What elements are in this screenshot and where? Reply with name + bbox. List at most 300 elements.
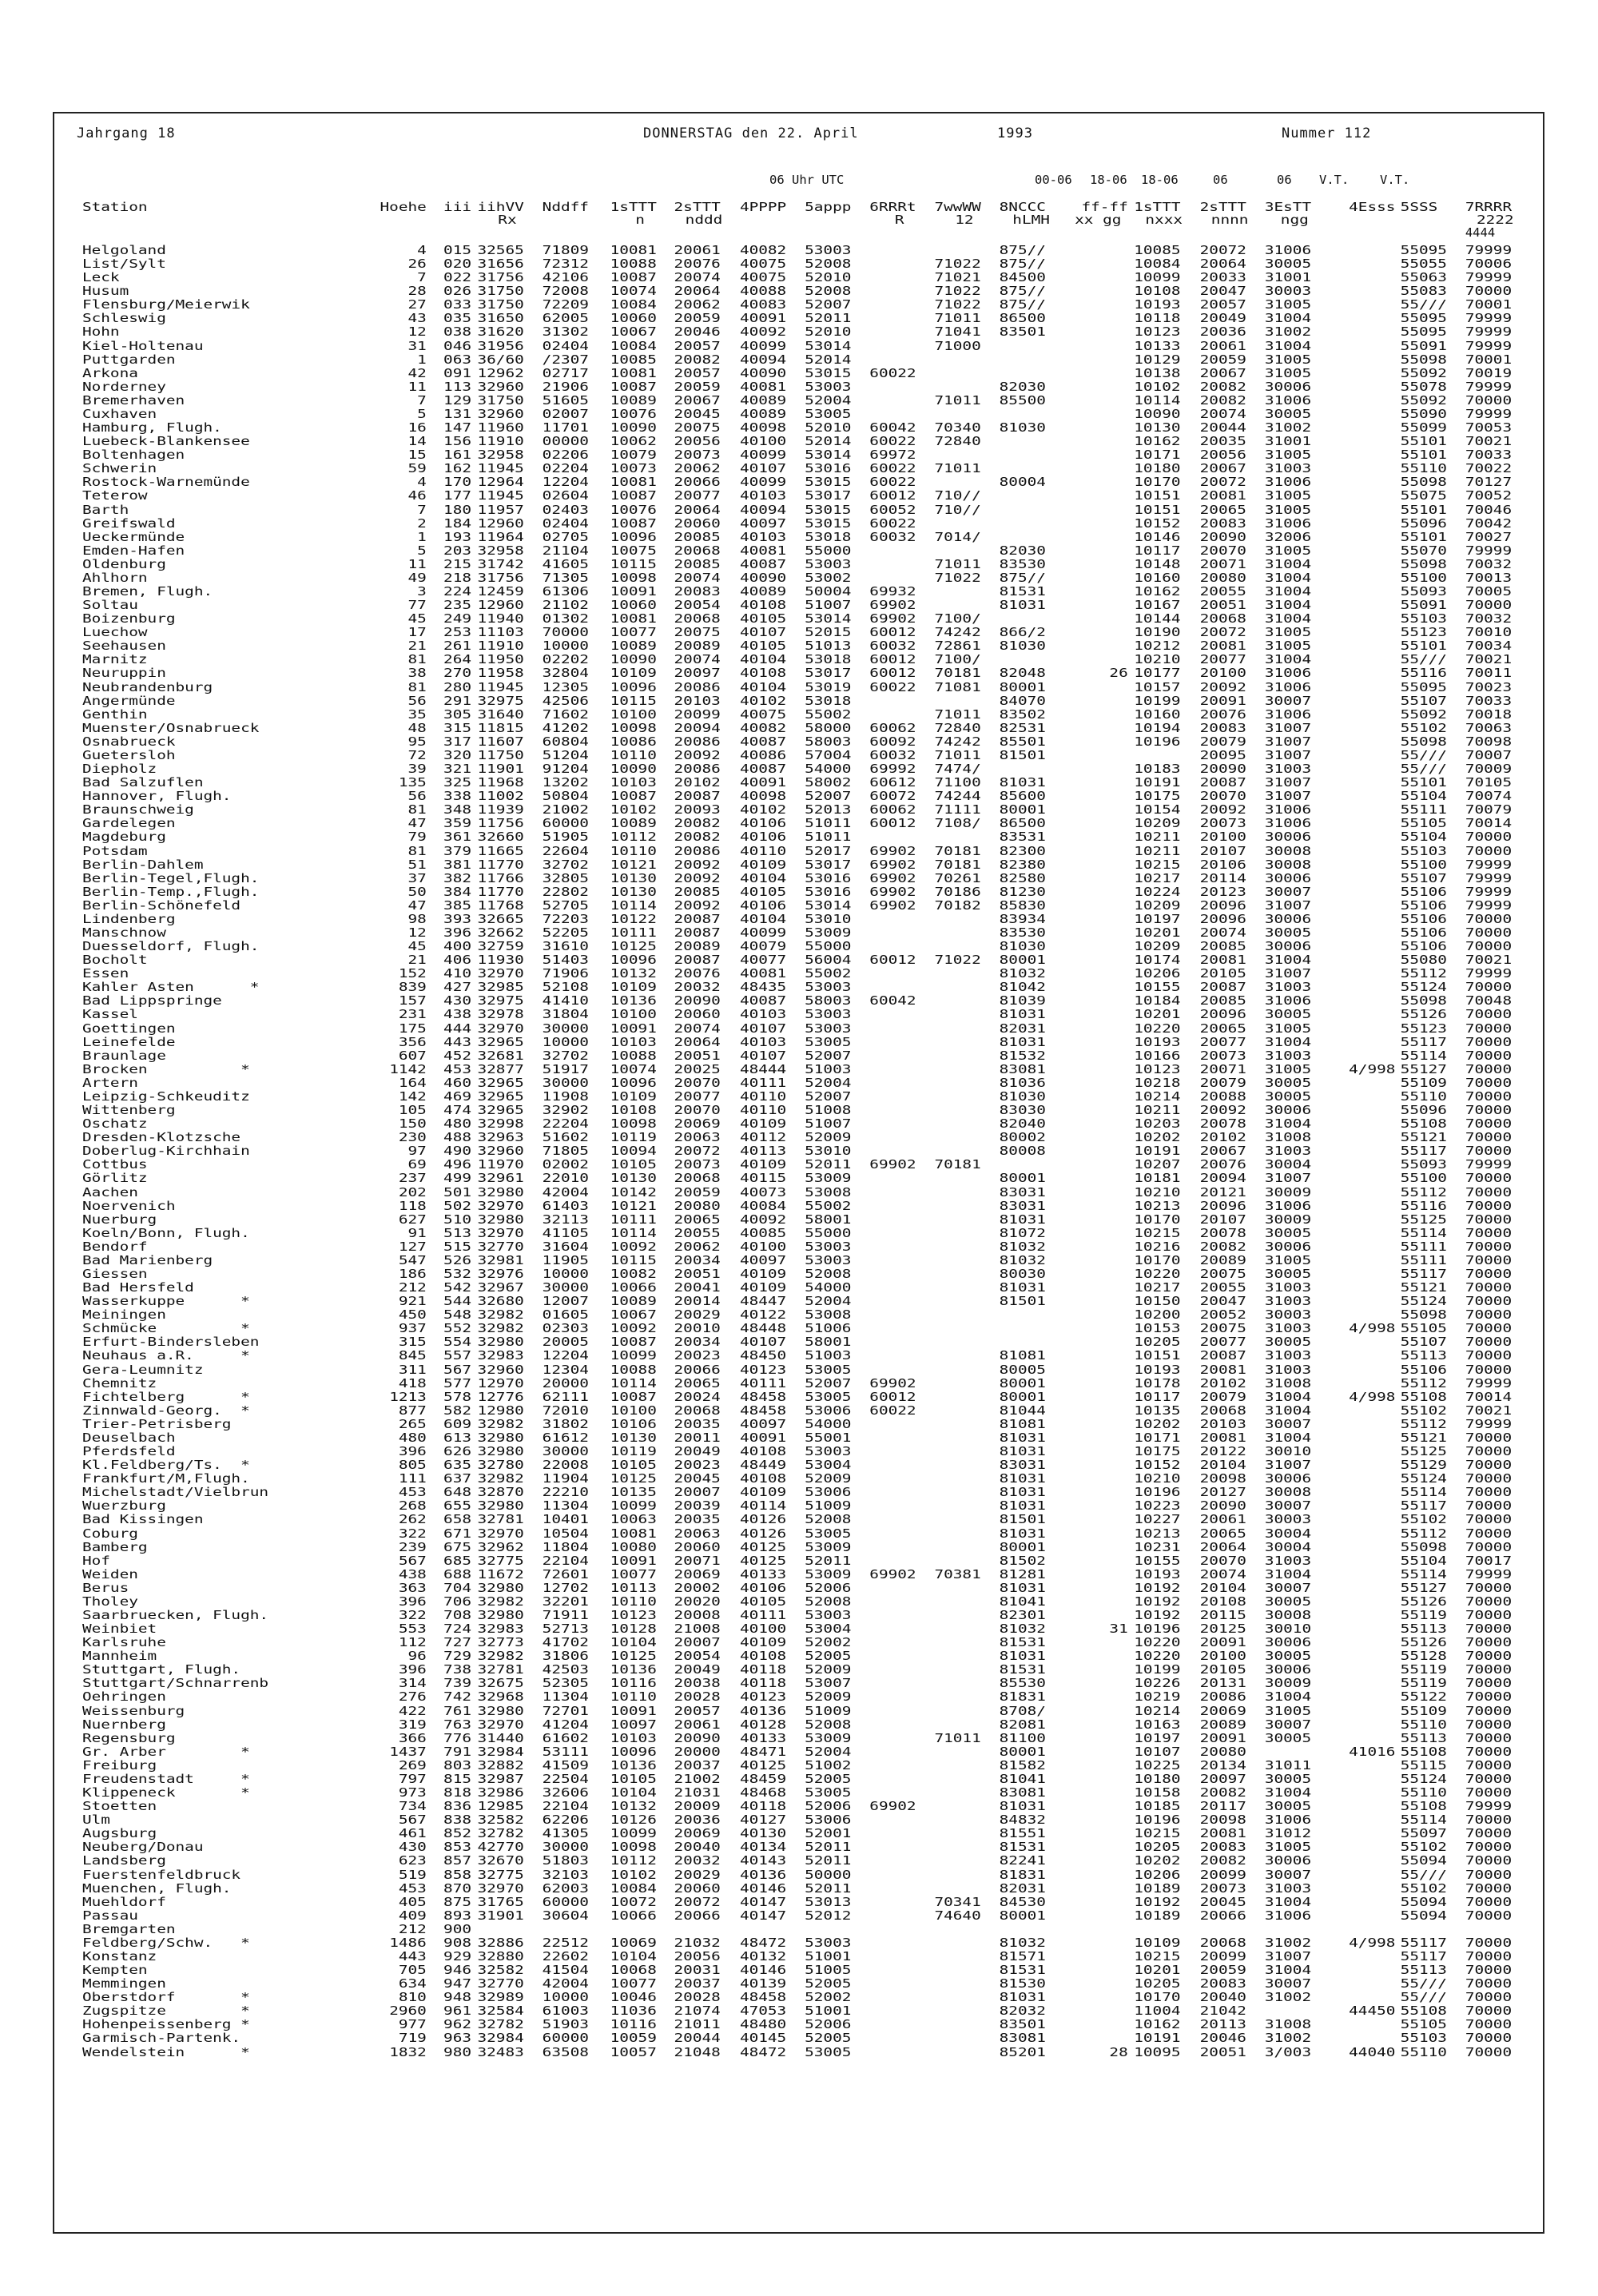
table-cell: 366	[398, 1730, 427, 1745]
table-cell: 20085	[674, 529, 721, 544]
table-cell: 32976	[477, 1267, 524, 1281]
table-cell: 52009	[805, 1471, 852, 1486]
table-cell: 20096	[1199, 911, 1246, 926]
table-cell: 193	[443, 529, 472, 544]
table-cell: 30005	[1264, 1225, 1312, 1240]
table-cell: 12970	[477, 1375, 524, 1391]
table-cell: 10095	[1134, 2044, 1181, 2059]
table-cell: 53014	[805, 338, 852, 353]
table-cell: 10104	[610, 1635, 657, 1650]
table-cell: 20014	[674, 1294, 721, 1309]
table-cell: 40109	[739, 1280, 787, 1295]
table-cell: 11804	[542, 1539, 589, 1554]
table-cell: 320	[443, 747, 472, 762]
table-cell: 60012	[869, 953, 916, 968]
station-name: Noervenich	[81, 1198, 176, 1213]
station-name: Meiningen	[81, 1307, 166, 1323]
table-cell: 81072	[999, 1225, 1046, 1240]
table-cell: 70000	[1465, 1689, 1513, 1705]
table-cell: 32775	[477, 1867, 524, 1882]
table-cell: 11945	[477, 488, 524, 503]
table-cell: 70000	[1465, 1321, 1513, 1336]
table-cell: 32961	[477, 1171, 524, 1186]
table-cell: 20097	[1199, 1771, 1246, 1786]
table-cell: 31002	[1264, 1990, 1312, 2005]
table-cell: 71021	[934, 270, 981, 285]
table-cell: 852	[443, 1826, 472, 1841]
table-cell: 10089	[610, 1294, 657, 1309]
table-cell: 55106	[1400, 1362, 1447, 1377]
table-cell: 55098	[1400, 1539, 1447, 1554]
table-cell: 20020	[674, 1594, 721, 1609]
table-cell: 32113	[542, 1212, 589, 1227]
table-cell: 10177	[1134, 666, 1181, 681]
table-cell: 1142	[389, 1061, 427, 1076]
table-cell: 400	[443, 939, 472, 954]
table-cell: 973	[398, 1785, 427, 1801]
column-header: 4Esss	[1349, 200, 1396, 214]
table-cell: 10220	[1134, 1021, 1181, 1036]
table-cell: 55110	[1400, 1785, 1447, 1801]
table-cell: 20062	[674, 461, 721, 476]
table-cell: 32985	[477, 980, 524, 995]
table-cell: 81031	[999, 598, 1046, 613]
table-cell: 10077	[610, 1566, 657, 1582]
table-cell: 52713	[542, 1622, 589, 1637]
table-cell: 52007	[805, 1375, 852, 1391]
table-cell: 32870	[477, 1485, 524, 1500]
station-name: Karlsruhe	[81, 1635, 166, 1650]
table-cell: 02206	[542, 448, 589, 463]
table-cell: 10194	[1134, 720, 1181, 735]
table-cell: 10102	[610, 802, 657, 818]
table-cell: 20077	[674, 1088, 721, 1104]
table-cell: 50004	[805, 584, 852, 599]
table-cell: 40077	[739, 953, 787, 968]
table-cell: 31901	[477, 1908, 524, 1923]
table-cell: 20059	[1199, 352, 1246, 367]
table-cell: 11945	[477, 461, 524, 476]
table-cell: 79999	[1465, 243, 1513, 257]
table-cell: 20078	[1199, 1225, 1246, 1240]
station-name: Mannheim	[81, 1649, 157, 1664]
table-cell: 52014	[805, 434, 852, 449]
table-cell: 20067	[1199, 1144, 1246, 1159]
table-cell: 21002	[542, 802, 589, 818]
table-cell: 135	[398, 775, 427, 790]
table-cell: 311	[398, 1362, 427, 1377]
table-cell: 40118	[739, 1662, 787, 1677]
table-cell: 82032	[999, 2004, 1046, 2019]
table-cell: 69902	[869, 870, 916, 885]
table-cell: 40099	[739, 338, 787, 353]
table-cell: 21104	[542, 543, 589, 558]
table-cell: 322	[398, 1526, 427, 1541]
table-cell: 52015	[805, 625, 852, 640]
table-cell: 70009	[1465, 762, 1513, 777]
table-cell: 10225	[1134, 1757, 1181, 1773]
table-cell: 81031	[999, 1280, 1046, 1295]
station-name: Ueckermünde	[81, 529, 185, 544]
table-cell: 31008	[1264, 1130, 1312, 1145]
table-cell: 32958	[477, 543, 524, 558]
table-cell: 60000	[542, 816, 589, 831]
table-cell: 10072	[610, 1894, 657, 1909]
table-cell: 70000	[1465, 1184, 1513, 1200]
table-cell: 81039	[999, 993, 1046, 1009]
table-cell: 31006	[1264, 1908, 1312, 1923]
table-cell: 218	[443, 570, 472, 585]
table-cell: 4	[417, 475, 427, 490]
table-cell: 72840	[934, 434, 981, 449]
table-cell: 81031	[999, 1444, 1046, 1459]
table-cell: 70007	[1465, 747, 1513, 762]
table-cell: 02002	[542, 1157, 589, 1172]
table-cell: 70000	[1465, 939, 1513, 954]
table-cell: 27	[407, 297, 427, 312]
table-cell: 55112	[1400, 1375, 1447, 1391]
table-cell: 810	[398, 1990, 427, 2005]
table-cell: 20076	[1199, 1157, 1246, 1172]
table-cell: 31007	[1264, 1949, 1312, 1964]
table-cell: 02007	[542, 406, 589, 421]
table-cell: 32582	[477, 1813, 524, 1828]
table-cell: 69	[407, 1157, 427, 1172]
table-cell: 41105	[542, 1225, 589, 1240]
table-cell: 70000	[1465, 1021, 1513, 1036]
table-cell: 20087	[1199, 775, 1246, 790]
table-cell: 40107	[739, 1021, 787, 1036]
table-cell: 838	[443, 1813, 472, 1828]
table-cell: 02604	[542, 488, 589, 503]
table-cell: 20045	[1199, 1894, 1246, 1909]
station-name: Artern	[81, 1075, 138, 1090]
table-cell: 10157	[1134, 679, 1181, 694]
table-cell: 10106	[610, 1416, 657, 1431]
table-cell: 20092	[674, 897, 721, 913]
table-cell: 55103	[1400, 611, 1447, 627]
table-cell: 11672	[477, 1566, 524, 1582]
table-cell: 55117	[1400, 1144, 1447, 1159]
table-cell: 40118	[739, 1799, 787, 1814]
table-cell: 10193	[1134, 297, 1181, 312]
table-cell: 10087	[610, 515, 657, 531]
station-name: Berlin-Dahlem	[81, 857, 204, 872]
table-cell: 20074	[1199, 925, 1246, 940]
table-cell: 70186	[934, 884, 981, 899]
table-cell: 20068	[674, 1403, 721, 1418]
table-cell: 32201	[542, 1594, 589, 1609]
table-cell: 40081	[739, 543, 787, 558]
table-cell: 32975	[477, 693, 524, 708]
table-cell: 10201	[1134, 1007, 1181, 1022]
table-cell: 48	[407, 720, 427, 735]
table-cell: 70000	[1465, 1267, 1513, 1281]
report-date: DONNERSTAG den 22. April	[643, 125, 859, 141]
table-cell: 12776	[477, 1389, 524, 1404]
table-cell: 74244	[934, 789, 981, 804]
table-cell: 10096	[610, 679, 657, 694]
station-name: Kahler Asten *	[81, 980, 260, 995]
table-cell: 52008	[805, 1512, 852, 1527]
table-cell: 10135	[610, 1485, 657, 1500]
table-cell: 10401	[542, 1512, 589, 1527]
table-cell: 10205	[1134, 1840, 1181, 1855]
table-cell: 7474/	[934, 762, 981, 777]
table-cell: 499	[443, 1171, 472, 1186]
table-cell: 40094	[739, 502, 787, 517]
table-cell: 30006	[1264, 1853, 1312, 1868]
table-cell: 20092	[674, 870, 721, 885]
table-cell: 32982	[477, 1416, 524, 1431]
table-cell: 10103	[610, 1730, 657, 1745]
table-cell: 70000	[1465, 911, 1513, 926]
table-cell: 38	[407, 666, 427, 681]
table-cell: 70181	[934, 666, 981, 681]
table-cell: 10096	[610, 1075, 657, 1090]
table-cell: 20066	[674, 475, 721, 490]
table-cell: 317	[443, 734, 472, 749]
table-cell: 20087	[674, 953, 721, 968]
table-cell: 7	[417, 502, 427, 517]
table-cell: 51006	[805, 1321, 852, 1336]
table-cell: 52007	[805, 1048, 852, 1063]
table-cell: 71022	[934, 284, 981, 299]
table-cell: 038	[443, 324, 472, 340]
station-name: Husum	[81, 284, 129, 299]
table-cell: 48450	[739, 1348, 787, 1363]
table-cell: 53111	[542, 1744, 589, 1759]
table-cell: 80001	[999, 1908, 1046, 1923]
table-cell: 40113	[739, 1144, 787, 1159]
table-cell: 32983	[477, 1348, 524, 1363]
table-cell: 58000	[805, 720, 852, 735]
table-cell: 81501	[999, 1512, 1046, 1527]
table-cell: 10114	[610, 1375, 657, 1391]
table-cell: 20091	[1199, 693, 1246, 708]
table-cell: 20083	[1199, 1840, 1246, 1855]
station-name: Hof	[81, 1553, 110, 1568]
station-name: Tholey	[81, 1594, 138, 1609]
table-cell: 20090	[674, 993, 721, 1009]
table-cell: 70000	[1465, 1662, 1513, 1677]
station-name: Neubrandenburg	[81, 679, 213, 694]
table-cell: 20073	[1199, 1048, 1246, 1063]
station-name: Schmücke *	[81, 1321, 250, 1336]
table-cell: 10191	[1134, 1144, 1181, 1159]
table-cell: 20011	[674, 1430, 721, 1445]
table-cell: 161	[443, 448, 472, 463]
station-name: Bremerhaven	[81, 392, 185, 408]
station-name: Stuttgart/Schnarrenb	[81, 1676, 269, 1691]
table-cell: 52008	[805, 1594, 852, 1609]
table-cell: 20105	[1199, 966, 1246, 981]
table-cell: 184	[443, 515, 472, 531]
table-cell: 10097	[610, 1717, 657, 1732]
table-cell: 20029	[674, 1867, 721, 1882]
table-cell: 55108	[1400, 1389, 1447, 1404]
table-cell: 547	[398, 1252, 427, 1267]
table-cell: 20099	[674, 706, 721, 722]
table-cell: 10046	[610, 1990, 657, 2005]
table-cell: 52001	[805, 1826, 852, 1841]
table-cell: 55129	[1400, 1458, 1447, 1473]
table-cell: 42506	[542, 693, 589, 708]
table-cell: 53017	[805, 488, 852, 503]
table-cell: 31004	[1264, 652, 1312, 667]
station-name: Koeln/Bonn, Flugh.	[81, 1225, 250, 1240]
station-name: Bremgarten	[81, 1921, 176, 1936]
table-cell: 10213	[1134, 1198, 1181, 1213]
table-cell: 10082	[610, 1267, 657, 1281]
table-cell: 48449	[739, 1458, 787, 1473]
table-cell: 55093	[1400, 584, 1447, 599]
table-cell: 31011	[1264, 1757, 1312, 1773]
table-cell: 31001	[1264, 270, 1312, 285]
table-cell: 72840	[934, 720, 981, 735]
table-cell: 20081	[1199, 1362, 1246, 1377]
table-cell: 142	[398, 1088, 427, 1104]
table-cell: 52008	[805, 284, 852, 299]
table-cell: 53009	[805, 1730, 852, 1745]
table-cell: 44040	[1349, 2044, 1396, 2059]
station-name: Berlin-Tegel,Flugh.	[81, 870, 260, 885]
table-cell: 55002	[805, 706, 852, 722]
table-cell: 81501	[999, 1294, 1046, 1309]
table-cell: 10146	[1134, 529, 1181, 544]
table-cell: 10114	[1134, 392, 1181, 408]
table-cell: 20044	[1199, 420, 1246, 436]
table-cell: 70000	[1465, 1007, 1513, 1022]
table-cell: 79999	[1465, 870, 1513, 885]
table-cell: 10142	[610, 1184, 657, 1200]
table-cell: 10091	[610, 1553, 657, 1568]
table-cell: 20067	[1199, 365, 1246, 380]
table-cell: 724	[443, 1622, 472, 1637]
table-cell: 55112	[1400, 1526, 1447, 1541]
station-name: Cottbus	[81, 1157, 148, 1172]
table-cell: 81032	[999, 1252, 1046, 1267]
table-cell: 10116	[610, 1676, 657, 1691]
table-cell: 30009	[1264, 1676, 1312, 1691]
station-name: Berlin-Temp.,Flugh.	[81, 884, 260, 899]
table-cell: 55119	[1400, 1662, 1447, 1677]
table-cell: 10152	[1134, 515, 1181, 531]
table-cell: 20057	[674, 365, 721, 380]
table-cell: 70000	[1465, 1580, 1513, 1595]
table-cell: 30005	[1264, 1649, 1312, 1664]
table-cell: 20061	[674, 1717, 721, 1732]
table-cell: 55126	[1400, 1007, 1447, 1022]
table-cell: 776	[443, 1730, 472, 1745]
table-cell: 55125	[1400, 1444, 1447, 1459]
table-cell: 20069	[674, 1566, 721, 1582]
table-cell: 10119	[610, 1444, 657, 1459]
table-cell: 51917	[542, 1061, 589, 1076]
table-cell: 10128	[610, 1622, 657, 1637]
table-cell: 180	[443, 502, 472, 517]
table-cell: 70000	[1465, 1622, 1513, 1637]
table-cell: 60012	[869, 666, 916, 681]
table-cell: 40132	[739, 1949, 787, 1964]
station-name: Oberstdorf *	[81, 1990, 250, 2005]
table-cell: 32980	[477, 1212, 524, 1227]
table-cell: 70046	[1465, 502, 1513, 517]
table-cell: 51	[407, 857, 427, 872]
table-cell: 31005	[1264, 1252, 1312, 1267]
station-name: Görlitz	[81, 1171, 148, 1186]
table-cell: 40146	[739, 1880, 787, 1896]
table-cell: 28	[1109, 2044, 1128, 2059]
table-cell: 53016	[805, 870, 852, 885]
table-cell: 10102	[1134, 379, 1181, 394]
table-cell: 55124	[1400, 980, 1447, 995]
table-cell: 11908	[542, 1088, 589, 1104]
table-cell: 31006	[1264, 816, 1312, 831]
table-cell: 10099	[610, 1348, 657, 1363]
table-cell: 55104	[1400, 1553, 1447, 1568]
table-cell: 70000	[1465, 2004, 1513, 2019]
table-cell: 81531	[999, 1635, 1046, 1650]
table-cell: 11036	[610, 2004, 657, 2019]
table-cell: 37	[407, 870, 427, 885]
table-cell: 20078	[1199, 1116, 1246, 1132]
table-cell: 81582	[999, 1757, 1046, 1773]
table-cell: 10125	[610, 1649, 657, 1664]
table-cell: 79999	[1465, 543, 1513, 558]
table-cell: 55096	[1400, 1103, 1447, 1118]
table-cell: 42	[407, 365, 427, 380]
table-cell: 710//	[934, 488, 981, 503]
table-cell: 40094	[739, 352, 787, 367]
station-name: Weissenburg	[81, 1703, 185, 1718]
table-cell: 40103	[739, 529, 787, 544]
table-cell: 20073	[674, 1157, 721, 1172]
table-cell: 30000	[542, 1021, 589, 1036]
table-cell: 40090	[739, 365, 787, 380]
table-cell: 30006	[1264, 939, 1312, 954]
table-cell: 31004	[1264, 1389, 1312, 1404]
table-cell: 32877	[477, 1061, 524, 1076]
table-cell: 40122	[739, 1307, 787, 1323]
table-cell: 269	[398, 1757, 427, 1773]
table-cell: 10109	[610, 980, 657, 995]
table-cell: 264	[443, 652, 472, 667]
table-cell: 30010	[1264, 1622, 1312, 1637]
table-cell: 71022	[934, 570, 981, 585]
table-cell: 20086	[674, 843, 721, 858]
table-cell: 60092	[869, 734, 916, 749]
table-cell: 52005	[805, 1976, 852, 1992]
table-cell: 10148	[1134, 556, 1181, 571]
table-cell: 40103	[739, 488, 787, 503]
table-cell: 40111	[739, 1375, 787, 1391]
table-cell: 48472	[739, 1935, 787, 1950]
table-cell: 55119	[1400, 1608, 1447, 1622]
table-cell: 71805	[542, 1144, 589, 1159]
table-cell: 20059	[674, 311, 721, 326]
table-cell: 10196	[1134, 1813, 1181, 1828]
station-name: Klippeneck *	[81, 1785, 250, 1801]
table-cell: 20113	[1199, 2017, 1246, 2032]
table-cell: 32665	[477, 911, 524, 926]
table-cell: 70000	[1465, 1485, 1513, 1500]
station-name: Osnabrueck	[81, 734, 176, 749]
table-cell: 488	[443, 1130, 472, 1145]
table-cell: 384	[443, 884, 472, 899]
table-cell: 845	[398, 1348, 427, 1363]
table-cell: 544	[443, 1294, 472, 1309]
